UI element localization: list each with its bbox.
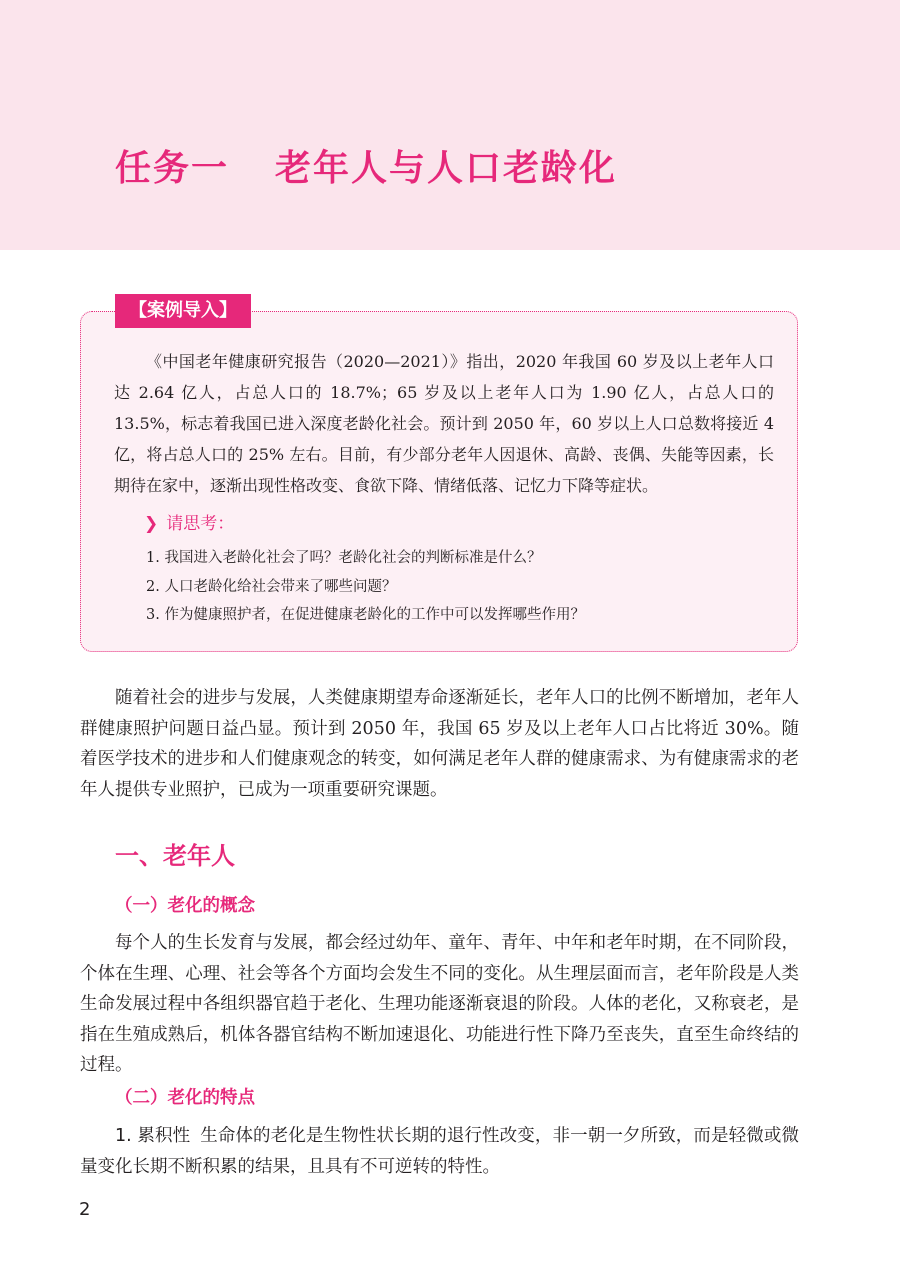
subsection-heading-aging-concept: （一）老化的概念	[115, 896, 255, 916]
question-item-1: 1. 我国进入老龄化社会了吗？老龄化社会的判断标准是什么？	[146, 550, 542, 566]
cumulative-paragraph	[80, 1121, 799, 1182]
think-heading	[144, 509, 234, 534]
chevron-right-icon: ❯	[144, 514, 159, 534]
page-number: 2	[79, 1199, 91, 1220]
cumulative-text: 生命体的老化是生物性状长期的退行性改变，非一朝一夕所致，而是轻微或微量变化长期不断积累的结果，且具有不可逆转的特性。	[80, 1126, 799, 1177]
subsection-heading-aging-features: （二）老化的特点	[115, 1088, 255, 1108]
case-intro-text: 《中国老年健康研究报告（2020—2021）》指出，2020 年我国 60 岁及以上老年人口达 2.64 亿人，占总人口的 18.7%；65 岁及以上老年人口为 1.90 亿人，占总人口的 13.5%，标志着我国已进入深度老龄化社会。预计到 2050 年，60 岁以上人口总数将接近 4 亿，将占总人口的 25% 左右。目前，有少部分老年人因退休、高龄、丧偶、失能等因素，长期待在家中，逐渐出现性格改变、食欲下降、情绪低落、记忆力下降等症状。	[114, 352, 774, 495]
cumulative-term: 1. 累积性	[115, 1126, 191, 1146]
intro-paragraph: 随着社会的进步与发展，人类健康期望寿命逐渐延长，老年人口的比例不断增加，老年人群健康照护问题日益凸显。预计到 2050 年，我国 65 岁及以上老年人口占比将近 30%。随着医学技术的进步和人们健康观念的转变，如何满足老年人群的健康需求、为有健康需求的老年人提供专业照护，已成为一项重要研究课题。	[80, 688, 799, 800]
question-item-3: 3. 作为健康照护者，在促进健康老龄化的工作中可以发挥哪些作用？	[146, 607, 585, 623]
think-heading-label: 请思考：	[166, 514, 235, 534]
task-name: 老年人与人口老龄化	[275, 148, 618, 189]
case-intro-tag: 【案例导入】	[115, 294, 251, 328]
title-banner	[0, 0, 900, 250]
section-heading-elderly: 一、老年人	[115, 842, 235, 870]
aging-concept-paragraph: 每个人的生长发育与发展，都会经过幼年、童年、青年、中年和老年时期，在不同阶段，个体在生理、心理、社会等各个方面均会发生不同的变化。从生理层面而言，老年阶段是人类生命发展过程中各组织器官趋于老化、生理功能逐渐衰退的阶段。人体的老化，又称衰老，是指在生殖成熟后，机体各器官结构不断加速退化、功能进行性下降乃至丧失，直至生命终结的过程。	[80, 933, 799, 1075]
task-label: 任务一	[115, 148, 230, 189]
question-item-2: 2. 人口老龄化给社会带来了哪些问题？	[146, 579, 397, 595]
task-title	[115, 140, 617, 191]
